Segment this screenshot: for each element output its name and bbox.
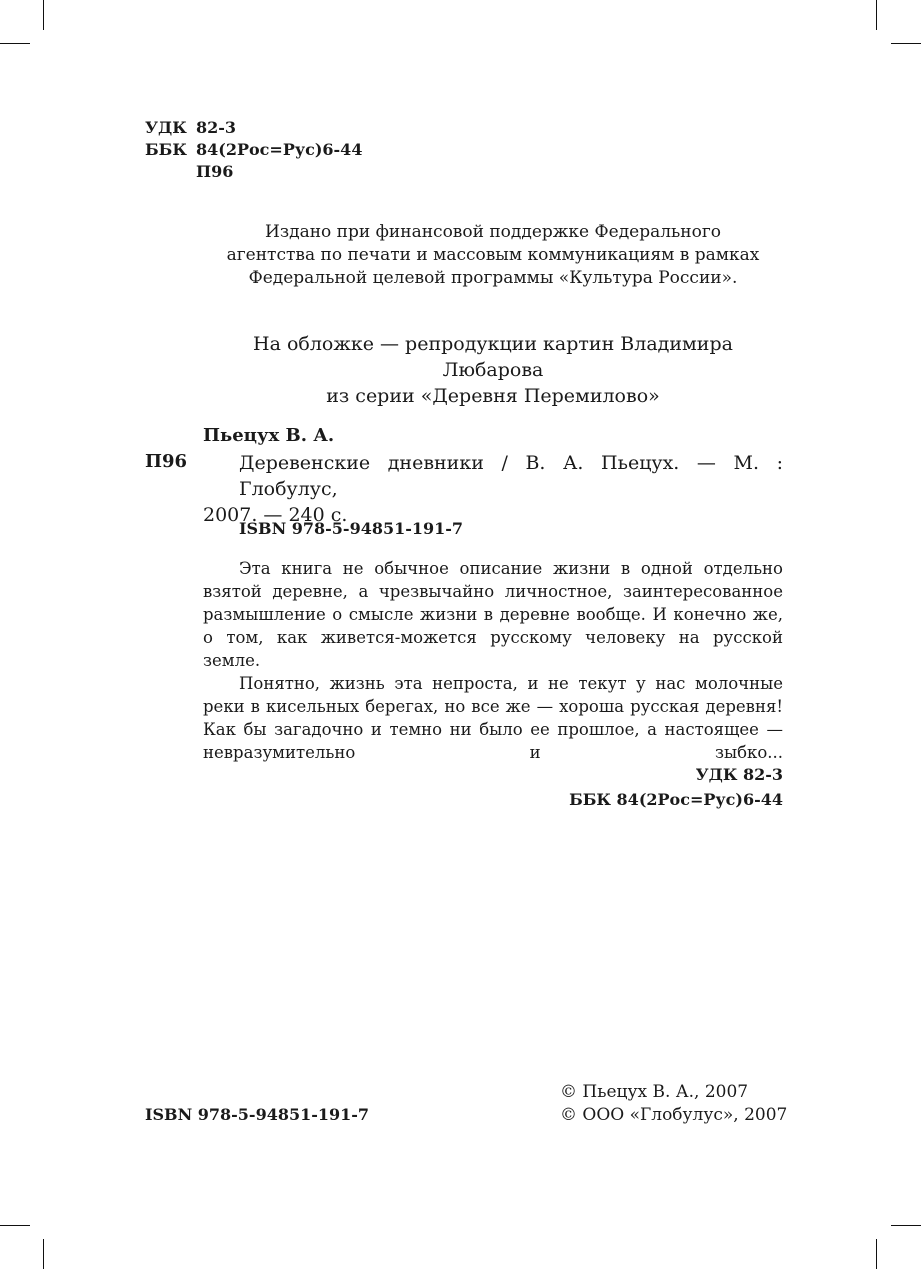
footer-isbn: ISBN 978-5-94851-191-7 bbox=[145, 1105, 370, 1124]
bibliography-entry-line: 2007. — 240 с. bbox=[203, 504, 348, 526]
udk-value: 82-3 bbox=[196, 118, 237, 137]
classification-right bbox=[503, 762, 783, 812]
udk-label: УДК bbox=[145, 118, 187, 137]
annotation-paragraph: Понятно, жизнь эта непроста, и не текут у нас молочные реки в кисельных берегах, но все же — хороша русская деревня! Как бы загадочно и темно ни было ее прошлое, а настоящее — невразумительно и зыбко... bbox=[203, 674, 783, 762]
classification-codes bbox=[145, 117, 362, 183]
udk-right: УДК 82-3 bbox=[695, 765, 783, 784]
bbk-value: 84(2Рос=Рус)6-44 bbox=[196, 140, 363, 159]
bibliography-isbn: ISBN 978-5-94851-191-7 bbox=[239, 519, 464, 538]
author-heading: Пьецух В. А. bbox=[203, 425, 335, 446]
annotation bbox=[203, 557, 783, 764]
bibliography-entry bbox=[203, 450, 783, 528]
crop-mark-bottom-right-vertical bbox=[876, 1239, 877, 1269]
copyright-block bbox=[560, 1081, 787, 1127]
copyright-line: © Пьецух В. А., 2007 bbox=[560, 1082, 749, 1102]
cover-note-line: На обложке — репродукции картин Владимира Любарова bbox=[253, 333, 733, 381]
crop-mark-top-right-horizontal bbox=[891, 43, 921, 44]
crop-mark-bottom-left-horizontal bbox=[0, 1225, 30, 1226]
cover-note-line: из серии «Деревня Перемилово» bbox=[326, 385, 660, 407]
funding-note bbox=[203, 221, 783, 290]
crop-mark-top-left-horizontal bbox=[0, 43, 30, 44]
crop-mark-bottom-left-vertical bbox=[43, 1239, 44, 1269]
crop-mark-bottom-right-horizontal bbox=[891, 1225, 921, 1226]
bbk-label: ББК bbox=[145, 140, 187, 159]
cover-note bbox=[203, 331, 783, 409]
funding-note-line: агентства по печати и массовым коммуникациям в рамках bbox=[226, 245, 760, 265]
crop-mark-top-right-vertical bbox=[876, 0, 877, 30]
crop-mark-top-left-vertical bbox=[43, 0, 44, 30]
funding-note-line: Издано при финансовой поддержке Федерального bbox=[265, 222, 721, 242]
copyright-line: © ООО «Глобулус», 2007 bbox=[560, 1105, 788, 1125]
bbk-right: ББК 84(2Рос=Рус)6-44 bbox=[569, 790, 783, 809]
bibliography-author-mark: П96 bbox=[145, 451, 188, 472]
bibliography-entry-line: Деревенские дневники / В. А. Пьецух. — М. : Глобулус, bbox=[239, 452, 783, 500]
annotation-paragraph: Эта книга не обычное описание жизни в одной отдельно взятой деревне, а чрезвычайно личностное, заинтересованное размышление о смысле жизни в деревне вообще. И конечно же, о том, как живется-можется русскому человеку на русской земле. bbox=[203, 559, 783, 670]
funding-note-line: Федеральной целевой программы «Культура России». bbox=[248, 268, 738, 288]
author-mark: П96 bbox=[196, 162, 234, 181]
